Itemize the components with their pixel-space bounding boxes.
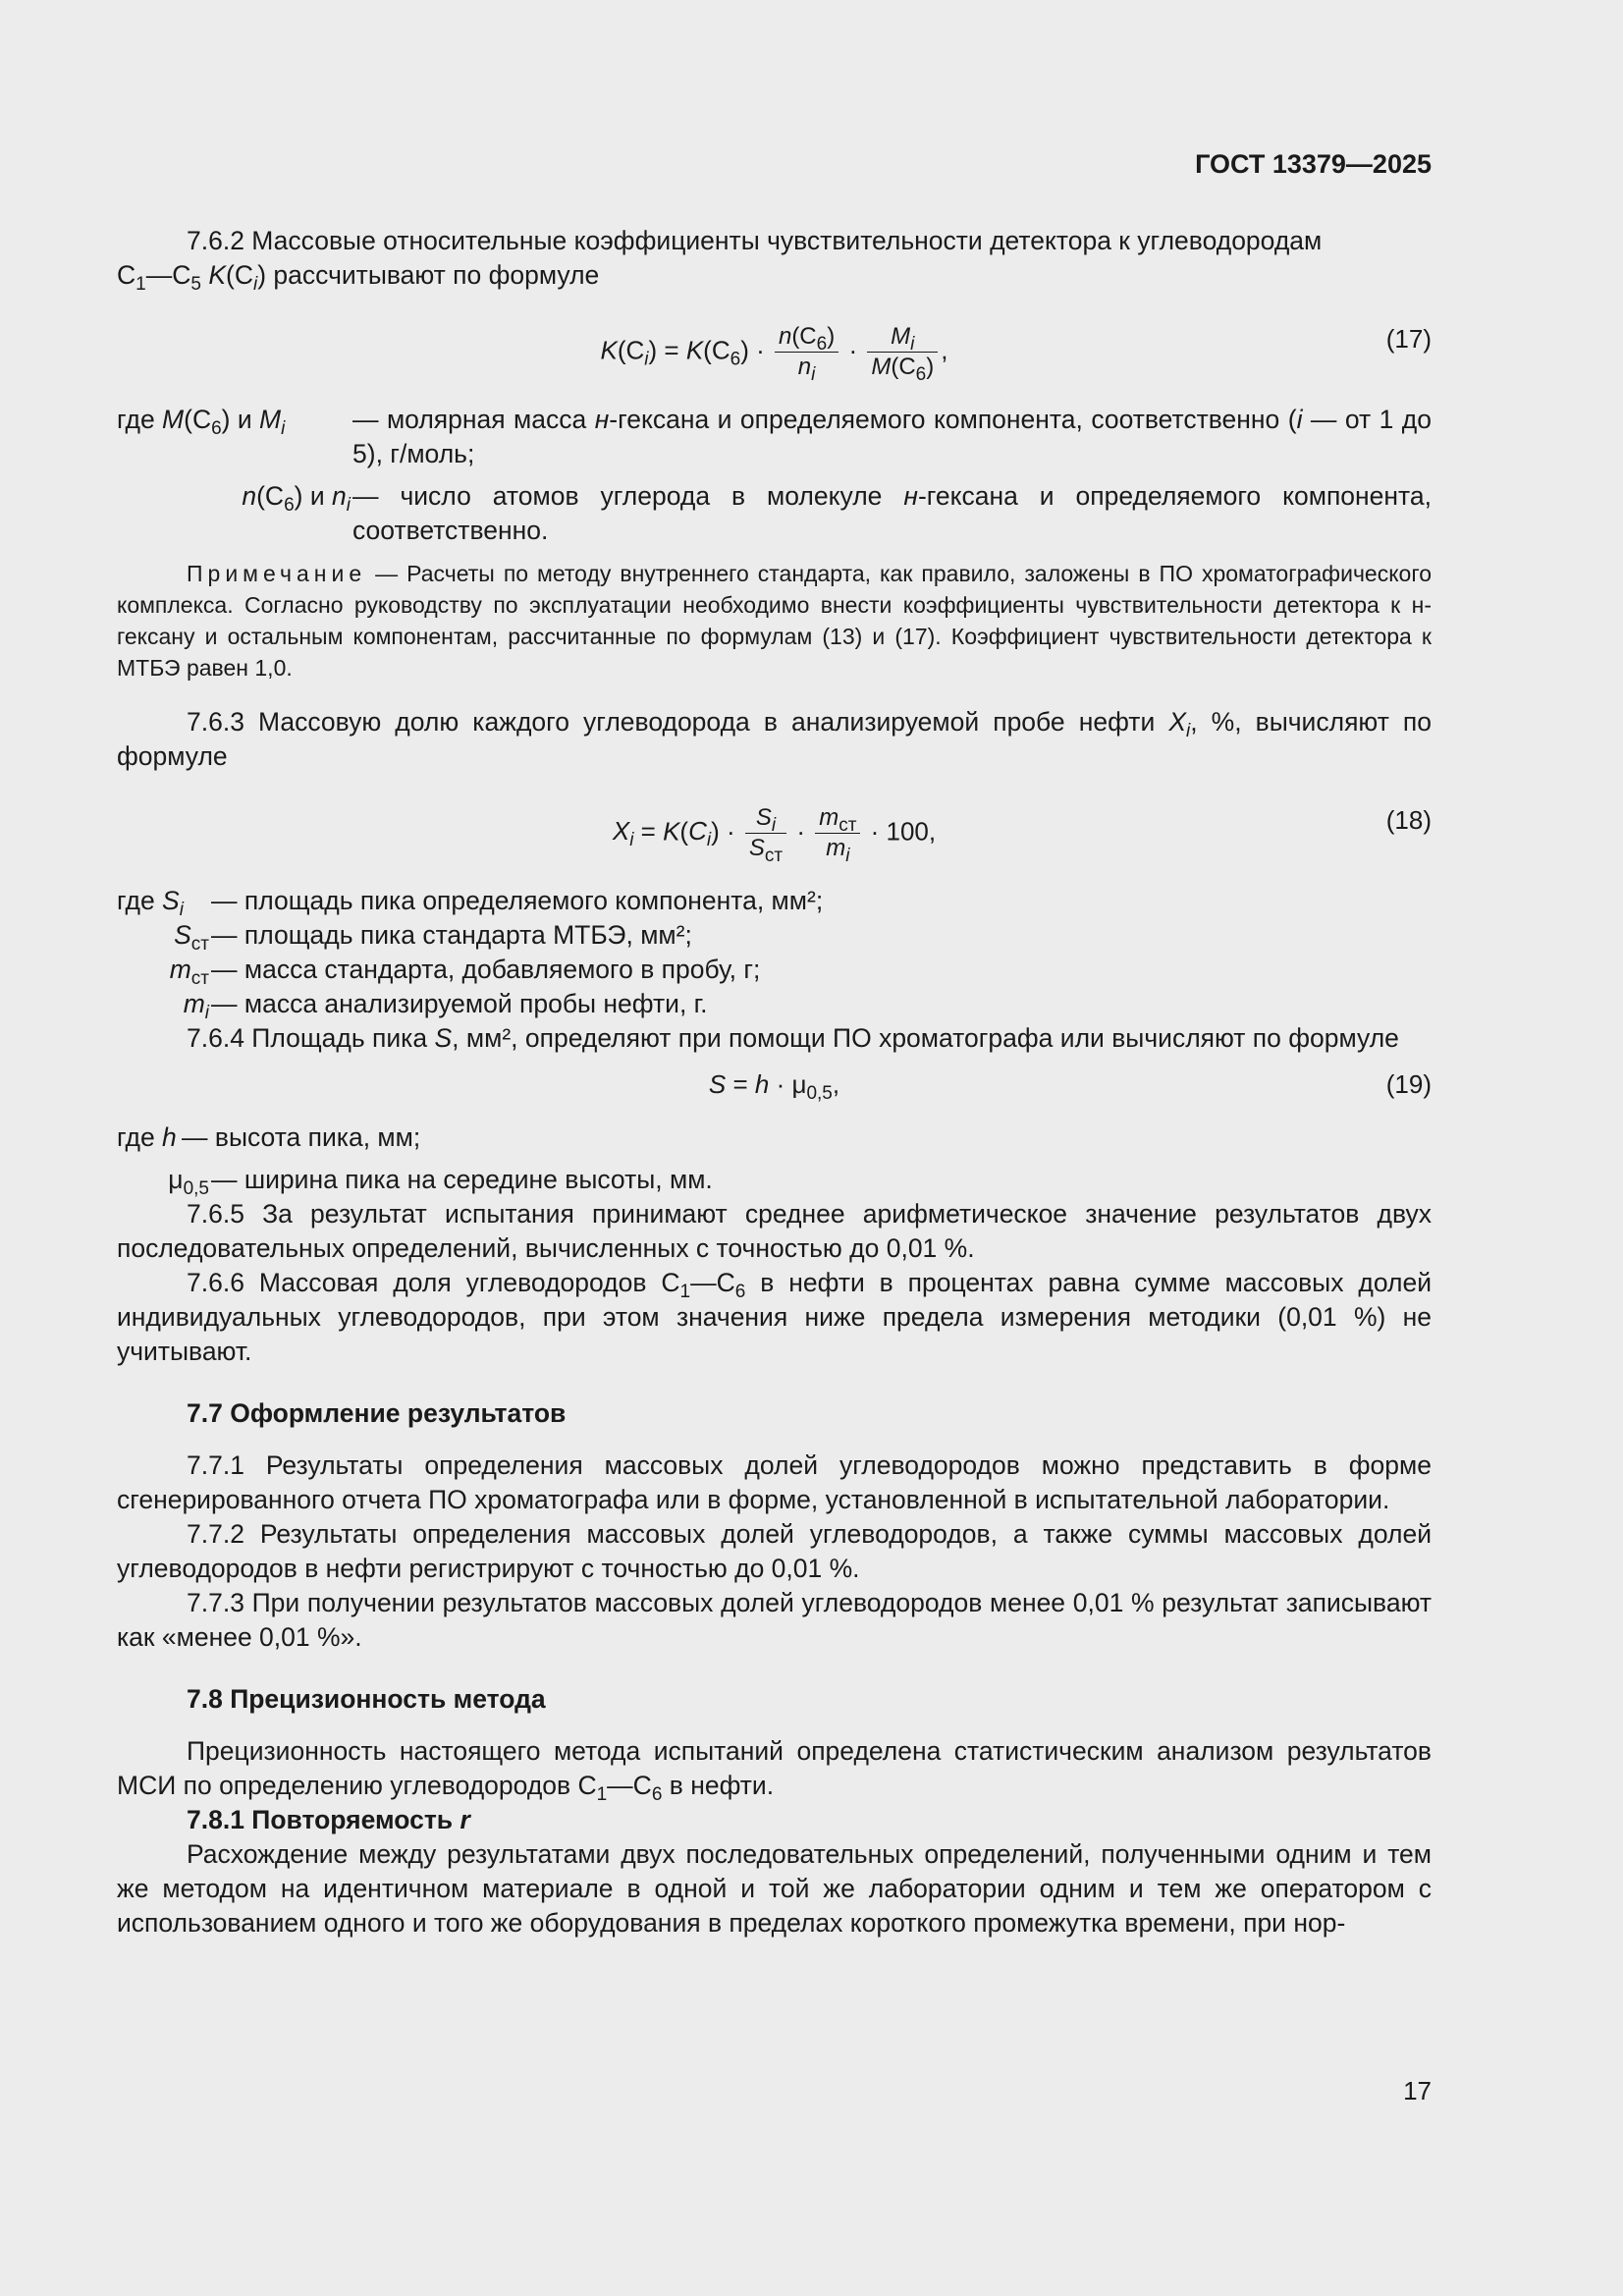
legend-term: где h xyxy=(117,1122,177,1152)
legend-row xyxy=(117,403,1432,471)
formula-expression: $K(C_i) = K(C_6)$ · $\frac{n(C_6)}{n_i}$ · $\frac{M_i}{M(C_6)}$ , xyxy=(600,323,948,385)
legend-definition: — площадь пика стандарта МТБЭ, мм²; xyxy=(211,920,692,950)
paragraph-7-6-2 xyxy=(117,224,1432,258)
legend-term: $m_i$ xyxy=(183,989,209,1023)
paragraph-text: , %, вычисляют по формуле xyxy=(117,707,1432,771)
paragraph-7-6-2-cont: $C_1—C_5$ $K(C_i)$ рассчитывают по формуле xyxy=(117,260,600,295)
legend-row xyxy=(117,953,1432,987)
legend-row xyxy=(117,884,1432,918)
formula-number: (17) xyxy=(1385,324,1432,354)
section-heading-7-7: 7.7 Оформление результатов xyxy=(187,1398,567,1428)
paragraph-text: рассчитывают по формуле xyxy=(273,260,600,290)
paragraph-7-7-1: 7.7.1 Результаты определения массовых долей углеводородов можно представить в форме сгенерированного отчета ПО хроматографа или в форме, установленной в испытательной лаборатории. xyxy=(117,1450,1432,1514)
section-heading-7-8: 7.8 Прецизионность метода xyxy=(187,1684,546,1714)
paragraph-text: в нефти. xyxy=(669,1771,775,1800)
legend-term: $S_{ст}$ xyxy=(174,920,209,955)
legend-row xyxy=(117,1163,1432,1197)
paragraph-7-7-3: 7.7.3 При получении результатов массовых долей углеводородов менее 0,01 % результат записывают как «менее 0,01 %». xyxy=(117,1588,1432,1652)
formula-number: (19) xyxy=(1385,1069,1432,1099)
legend-definition: — масса анализируемой пробы нефти, г. xyxy=(211,989,708,1018)
paragraph-7-6-3: 7.6.3 Массовую долю каждого углеводорода в анализируемой пробе нефти $X_i$, %, вычисляют по формуле xyxy=(117,707,1432,771)
legend-term: $n(C_6)$ и $n_i$ xyxy=(242,481,351,516)
legend-row xyxy=(117,987,1432,1021)
legend-definition: — молярная масса н-гексана и определяемого компонента, соответственно (i — от 1 до 5), г/моль; xyxy=(352,405,1432,468)
legend-row xyxy=(117,918,1432,953)
paragraph-text: в нефти в процентах равна сумме массовых долей индивидуальных углеводородов, при этом значения ниже предела измерения методики (0,01 %) не учитывают. xyxy=(117,1268,1432,1366)
document-code: ГОСТ 13379—2025 xyxy=(1195,149,1432,179)
formula-number: (18) xyxy=(1385,805,1432,835)
paragraph-text: Прецизионность настоящего метода испытаний определена статистическим анализом результатов МСИ по определению углеводородов C xyxy=(117,1736,1432,1800)
legend-term: $\mu_{0,5}$ xyxy=(168,1165,209,1199)
formula-17 xyxy=(117,310,1432,385)
subsection-heading-var: r xyxy=(460,1805,470,1834)
paragraph-text: 7.6.6 Массовая доля углеводородов C xyxy=(187,1268,680,1297)
subsection-heading-7-8-1 xyxy=(187,1803,1432,1837)
paragraph-text: 7.6.3 Массовую долю каждого углеводорода в анализируемой пробе нефти xyxy=(187,707,1156,737)
note-block xyxy=(117,558,1432,683)
legend-definition: — высота пика, мм; xyxy=(182,1122,421,1152)
legend-definition: — число атомов углерода в молекуле н-гексана и определяемого компонента, соответственно. xyxy=(352,481,1432,545)
formula-expression: $S = h \cdot \mu_{0,5}$, xyxy=(708,1069,840,1104)
formula-expression: $X_i = K(C_i)$ · $\frac{S_i}{S_{ст}}$ · $\frac{m_{ст}}{m_i}$ · 100, xyxy=(612,804,937,866)
paragraph-text: , мм², определяют при помощи ПО хроматографа или вычисляют по формуле xyxy=(452,1023,1399,1053)
subsection-heading-text: 7.8.1 Повторяемость xyxy=(187,1805,454,1834)
paragraph-7-6-5: 7.6.5 За результат испытания принимают среднее арифметическое значение результатов двух последовательных определений, вычисленных с точностью до 0,01 %. xyxy=(117,1199,1432,1263)
legend-definition: — масса стандарта, добавляемого в пробу, г; xyxy=(211,955,761,984)
legend-definition: — ширина пика на середине высоты, мм. xyxy=(211,1165,713,1194)
page-content xyxy=(117,224,1432,1941)
paragraph-7-8-1: Расхождение между результатами двух последовательных определений, полученными одним и тем же методом на идентичном материале в одной и той же лаборатории одним и тем же оператором с использованием одного и того же оборудования в пределах короткого промежутка времени, при нор- xyxy=(117,1839,1432,1938)
note-label: Примечание xyxy=(187,561,367,586)
formula-19 xyxy=(117,1062,1432,1111)
formula-18 xyxy=(117,792,1432,866)
legend-row xyxy=(117,1121,1432,1155)
paragraph-text: 7.6.4 Площадь пика xyxy=(187,1023,428,1053)
note-text: — Расчеты по методу внутреннего стандарта, как правило, заложены в ПО хроматографического комплекса. Согласно руководству по эксплуатации необходимо внести коэффициенты чувствительности детектора к н-гексану и остальным компонентам, рассчитанные по формулам (13) и (17). Коэффициент чувствительности детектора к МТБЭ равен 1,0. xyxy=(117,561,1433,681)
paragraph-text: 7.6.2 Массовые относительные коэффициенты чувствительности детектора к углеводородам xyxy=(187,226,1323,255)
legend-term: где $M(C_6)$ и $M_i$ xyxy=(117,405,286,439)
paragraph-7-7-2: 7.7.2 Результаты определения массовых долей углеводородов, а также суммы массовых долей углеводородов в нефти регистрируют с точностью до 0,01 %. xyxy=(117,1519,1432,1583)
legend-term: где $S_i$ xyxy=(117,886,184,920)
paragraph-7-8: Прецизионность настоящего метода испытаний определена статистическим анализом результатов МСИ по определению углеводородов $C_1—C_6$ в нефти. xyxy=(117,1736,1432,1805)
legend-term: $m_{ст}$ xyxy=(169,955,209,989)
page-number: 17 xyxy=(1403,2076,1432,2105)
legend-definition: — площадь пика определяемого компонента, мм²; xyxy=(211,886,824,915)
paragraph-7-6-4: 7.6.4 Площадь пика S, мм², определяют при помощи ПО хроматографа или вычисляют по формуле xyxy=(187,1023,1399,1053)
legend-row xyxy=(117,479,1432,548)
paragraph-7-6-6: 7.6.6 Массовая доля углеводородов $C_1—C_6$ в нефти в процентах равна сумме массовых долей индивидуальных углеводородов, при этом значения ниже предела измерения методики (0,01 %) не учитывают. xyxy=(117,1268,1432,1366)
